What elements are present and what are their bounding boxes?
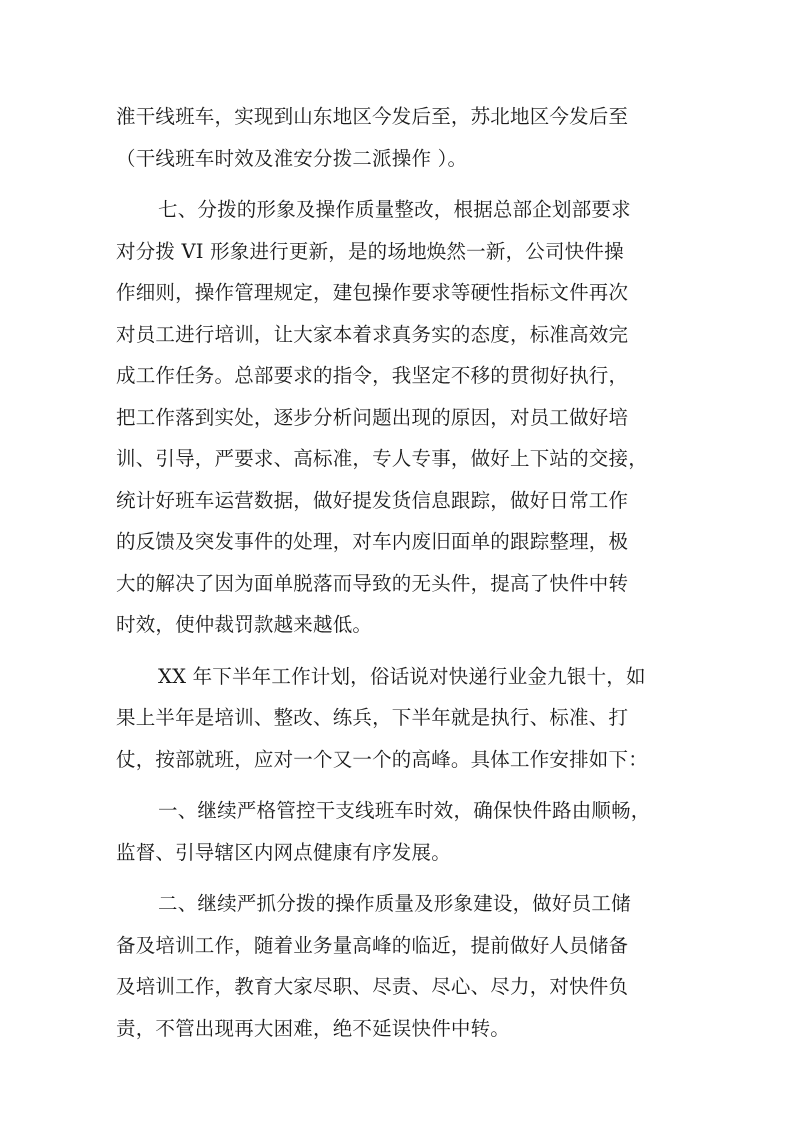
document-body (116, 96, 686, 1049)
paragraph (116, 656, 686, 781)
paragraph-gap (116, 179, 686, 189)
text-line: 二、继续严抓分拨的操作质量及形象建设，做好员工储 (158, 892, 631, 915)
text-line: XX 年下半年工作计划，俗话说对快递行业金九银十，如 (158, 664, 646, 688)
text-line: 淮干线班车，实现到山东地区今发后至，苏北地区今发后至 (116, 105, 629, 128)
text-line: 把工作落到实处，逐步分析问题出现的原因，对员工做好培 (116, 405, 629, 429)
text-line: （干线班车时效及淮安分拨二派操作 ）。 (116, 146, 468, 170)
paragraph (116, 790, 686, 873)
text-line: 果上半年是培训、整改、练兵，下半年就是执行、标准、打 (116, 706, 629, 729)
text-line: 备及培训工作，随着业务量高峰的临近，提前做好人员储备 (116, 933, 629, 957)
text-line: 大的解决了因为面单脱落而导致的无头件，提高了快件中转 (116, 571, 629, 595)
text-line: 责，不管出现再大困难，绝不延误快件中转。 (116, 1016, 511, 1040)
paragraph-gap (116, 646, 686, 656)
text-line: 对员工进行培训，让大家本着求真务实的态度，标准高效完 (116, 322, 629, 346)
text-line: 的反馈及突发事件的处理，对车内废旧面单的跟踪整理，极 (116, 530, 629, 553)
text-line: 对分拨 VI 形象进行更新，是的场地焕然一新，公司快件操 (116, 239, 624, 263)
text-line: 作细则，操作管理规定，建包操作要求等硬性指标文件再次 (116, 281, 629, 304)
text-line: 成工作任务。总部要求的指令，我坚定不移的贯彻好执行， (116, 364, 629, 387)
paragraph (116, 96, 686, 179)
paragraph-gap (116, 780, 686, 790)
text-line: 仗，按部就班，应对一个又一个的高峰。具体工作安排如下： (116, 747, 648, 771)
text-line: 训、引导，严要求、高标准，专人专事，做好上下站的交接， (116, 447, 648, 470)
text-line: 七、分拨的形象及操作质量整改，根据总部企划部要求 (158, 198, 631, 221)
text-line: 时效，使仲裁罚款越来越低。 (116, 613, 373, 636)
paragraph (116, 883, 686, 1049)
text-line: 及培训工作，教育大家尽职、尽责、尽心、尽力，对快件负 (116, 975, 629, 998)
text-line: 统计好班车运营数据，做好提发货信息跟踪，做好日常工作 (116, 488, 629, 512)
paragraph (116, 189, 686, 646)
text-line: 监督、引导辖区内网点健康有序发展。 (116, 840, 451, 864)
text-line: 一、继续严格管控干支线班车时效，确保快件路由顺畅， (158, 799, 651, 822)
paragraph-gap (116, 873, 686, 883)
